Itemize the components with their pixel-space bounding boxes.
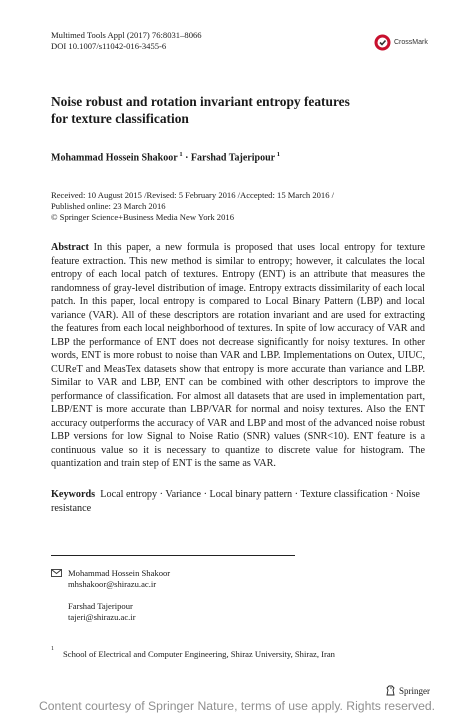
- journal-header: [51, 30, 202, 52]
- contact-name: Mohammad Hossein Shakoor: [68, 568, 171, 578]
- author-separator: ·: [185, 152, 189, 164]
- footnote-number: 1: [51, 646, 54, 652]
- journal-citation: Multimed Tools Appl (2017) 76:8031–8066: [51, 30, 202, 40]
- copyright: © Springer Science+Business Media New York 2016: [51, 212, 234, 222]
- author-name[interactable]: Mohammad Hossein Shakoor: [51, 152, 178, 164]
- author-name[interactable]: Farshad Tajeripour: [190, 152, 276, 164]
- abstract-section: [51, 241, 425, 471]
- contact-email[interactable]: tajeri@shirazu.ac.ir: [68, 612, 136, 622]
- footnote-divider: [51, 555, 295, 556]
- history-line: Received: 10 August 2015 /Revised: 5 February 2016 /Accepted: 15 March 2016 /: [51, 190, 335, 200]
- affiliation-marker: 1: [276, 151, 280, 158]
- springer-logo: [385, 685, 430, 696]
- publication-dates: [51, 190, 431, 223]
- contact-name: Farshad Tajeripour: [68, 601, 133, 611]
- abstract-text: In this paper, a new formula is proposed that uses local entropy for texture feature extraction. This new method is similar to entropy; however, it calculates the local entropy of each local patch of textures. Entropy (ENT) is an attribute that measures the randomness of gray-level distribution of image. Entropy extracts dissimilarity of each local patch. In this paper, local entropy is compared to Local Binary Pattern (LBP) and local variance (VAR). All of these descriptors are rotation invariant and are used for extracting the features from each local neighborhood of textures. In spite of low accuracy of VAR and LBP the performance of ENT does not decrease significantly for noisy textures. In other words, ENT is more robust to noise than VAR and LBP. Implementations on Outex, UIUC, CUReT and MeasTex datasets show that entropy is more accurate than variance and LBP. Similar to VAR and LBP, ENT can be combined with other descriptors to improve the performance of classification. For almost all datasets that are used in implementation part, LBP/ENT is more accurate than LBP/VAR for normal and noisy textures. Also the ENT accuracy outperforms the accuracy of VAR and LBP and most of the advanced noise robust LBP versions for low Signal to Noise Ratio (SNR) values (SNR<10). ENT feature is a continuous value so it is necessary to quantize to discrete value for histogram. The quantization and train step of ENT is the same as VAR.: [51, 242, 426, 469]
- courtesy-notice[interactable]: Content courtesy of Springer Nature, terms of use apply. Rights reserved.: [38, 699, 436, 713]
- doi[interactable]: DOI 10.1007/s11042-016-3455-6: [51, 41, 167, 51]
- published-online: Published online: 23 March 2016: [51, 201, 166, 211]
- affiliation-marker: 1: [179, 151, 183, 158]
- correspondence-block: [51, 568, 170, 623]
- title-line-1: Noise robust and rotation invariant entropy features: [51, 94, 350, 109]
- affiliation-footnote: [51, 647, 335, 660]
- keywords-text: Local entropy · Variance · Local binary pattern · Texture classification · Noise resistance: [51, 489, 420, 514]
- contact-email[interactable]: mhshakoor@shirazu.ac.ir: [68, 579, 157, 589]
- crossmark-badge[interactable]: [374, 34, 428, 51]
- abstract-heading: Abstract: [51, 242, 89, 253]
- keywords-heading: Keywords: [51, 489, 96, 500]
- crossmark-label: CrossMark: [394, 39, 428, 46]
- springer-horse-icon: [385, 685, 396, 696]
- springer-label: Springer: [399, 685, 430, 696]
- author-list: [51, 151, 280, 163]
- title-line-2: for texture classification: [51, 111, 189, 126]
- keywords-section: [51, 488, 425, 515]
- crossmark-icon: [374, 34, 391, 51]
- paper-title: [51, 93, 411, 127]
- envelope-icon: [51, 569, 62, 577]
- footnote-text: School of Electrical and Computer Engineering, Shiraz University, Shiraz, Iran: [63, 648, 335, 659]
